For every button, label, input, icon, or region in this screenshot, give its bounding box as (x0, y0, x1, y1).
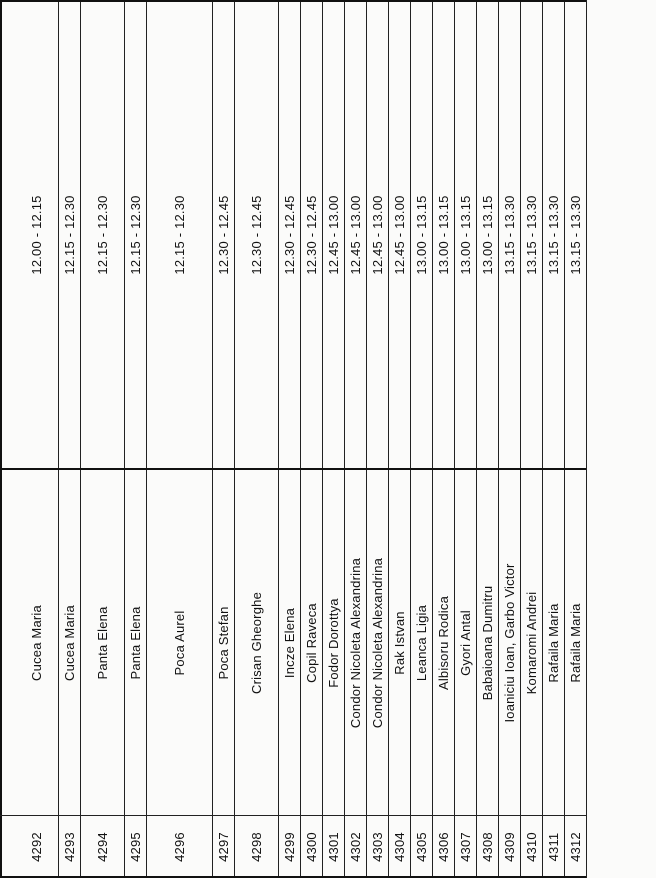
row-number: 4294 (94, 832, 110, 862)
row-number: 4296 (171, 832, 187, 862)
person-name: Leanca Ligia (413, 604, 429, 682)
table-row (366, 0, 389, 878)
person-name: Ioaniciu Ioan, Garbo Victor (501, 563, 517, 723)
table-right-border (0, 0, 586, 2)
person-name: Cucea Maria (28, 605, 44, 681)
row-number: 4309 (501, 832, 517, 862)
table-row (58, 0, 81, 878)
person-name: Condor Nicoleta Alexandrina (347, 557, 363, 729)
table-row (344, 0, 367, 878)
row-number: 4297 (215, 832, 231, 862)
time-slot: 13.15 - 13.30 (567, 195, 583, 275)
time-slot: 12.30 - 12.45 (248, 195, 264, 275)
person-name: Poca Stefan (215, 606, 231, 680)
time-slot: 13.00 - 13.15 (457, 195, 473, 275)
row-number: 4301 (325, 832, 341, 862)
table-row (410, 0, 433, 878)
table-row (432, 0, 455, 878)
row-number: 4300 (303, 832, 319, 862)
time-slot: 12.30 - 12.45 (215, 195, 231, 275)
row-number: 4311 (545, 832, 561, 862)
row-number: 4310 (523, 832, 539, 862)
table-row (564, 0, 587, 878)
row-number: 4312 (567, 832, 583, 862)
table-row (542, 0, 565, 878)
table-row (476, 0, 499, 878)
table-row (322, 0, 345, 878)
row-number: 4299 (281, 832, 297, 862)
person-name: Copil Raveca (303, 603, 319, 683)
row-number: 4292 (28, 832, 44, 862)
row-number: 4293 (61, 832, 77, 862)
time-slot: 12.45 - 13.00 (369, 195, 385, 275)
person-name: Fodor Dorottya (325, 598, 341, 688)
row-number: 4307 (457, 832, 473, 862)
person-name: Panta Elena (127, 606, 143, 680)
time-slot: 12.15 - 12.30 (127, 195, 143, 275)
time-slot: 13.15 - 13.30 (501, 195, 517, 275)
table-row (80, 0, 125, 878)
time-slot: 13.00 - 13.15 (413, 195, 429, 275)
row-number: 4304 (391, 832, 407, 862)
row-number: 4302 (347, 832, 363, 862)
table-row (388, 0, 411, 878)
table-row (14, 0, 59, 878)
person-name: Rafaila Maria (545, 603, 561, 683)
column-divider-name (0, 468, 586, 470)
row-number: 4303 (369, 832, 385, 862)
person-name: Condor Nicoleta Alexandrina (369, 557, 385, 729)
table-row (498, 0, 521, 878)
person-name: Babaioana Dumitru (479, 585, 495, 701)
person-name: Albisoru Rodica (435, 595, 451, 691)
row-number: 4308 (479, 832, 495, 862)
table-row (124, 0, 147, 878)
person-name: Rak Istvan (391, 611, 407, 675)
table-top-border (0, 0, 2, 878)
time-slot: 13.00 - 13.15 (435, 195, 451, 275)
person-name: Poca Aurel (171, 610, 187, 676)
time-slot: 12.15 - 12.30 (94, 195, 110, 275)
time-slot: 12.30 - 12.45 (281, 195, 297, 275)
time-slot: 12.45 - 13.00 (391, 195, 407, 275)
time-slot: 12.45 - 13.00 (325, 195, 341, 275)
time-slot: 12.15 - 12.30 (171, 195, 187, 275)
table-row (454, 0, 477, 878)
time-slot: 12.15 - 12.30 (61, 195, 77, 275)
row-number: 4306 (435, 832, 451, 862)
time-slot: 12.45 - 13.00 (347, 195, 363, 275)
time-slot: 12.00 - 12.15 (28, 195, 44, 275)
table-row (234, 0, 279, 878)
column-divider-id (0, 815, 586, 816)
table-row (300, 0, 323, 878)
row-number: 4305 (413, 832, 429, 862)
table-row (146, 0, 213, 878)
person-name: Gyori Antal (457, 610, 473, 676)
time-slot: 13.00 - 13.15 (479, 195, 495, 275)
person-name: Crisan Gheorghe (248, 592, 264, 694)
person-name: Cucea Maria (61, 605, 77, 681)
person-name: Rafaila Maria (567, 603, 583, 683)
table-row (212, 0, 235, 878)
time-slot: 13.15 - 13.30 (545, 195, 561, 275)
row-number: 4298 (248, 832, 264, 862)
person-name: Panta Elena (94, 606, 110, 680)
row-number: 4295 (127, 832, 143, 862)
table-row (278, 0, 301, 878)
table-row (520, 0, 543, 878)
time-slot: 12.30 - 12.45 (303, 195, 319, 275)
person-name: Komaromi Andrei (523, 591, 539, 695)
person-name: Incze Elena (281, 607, 297, 679)
time-slot: 13.15 - 13.30 (523, 195, 539, 275)
